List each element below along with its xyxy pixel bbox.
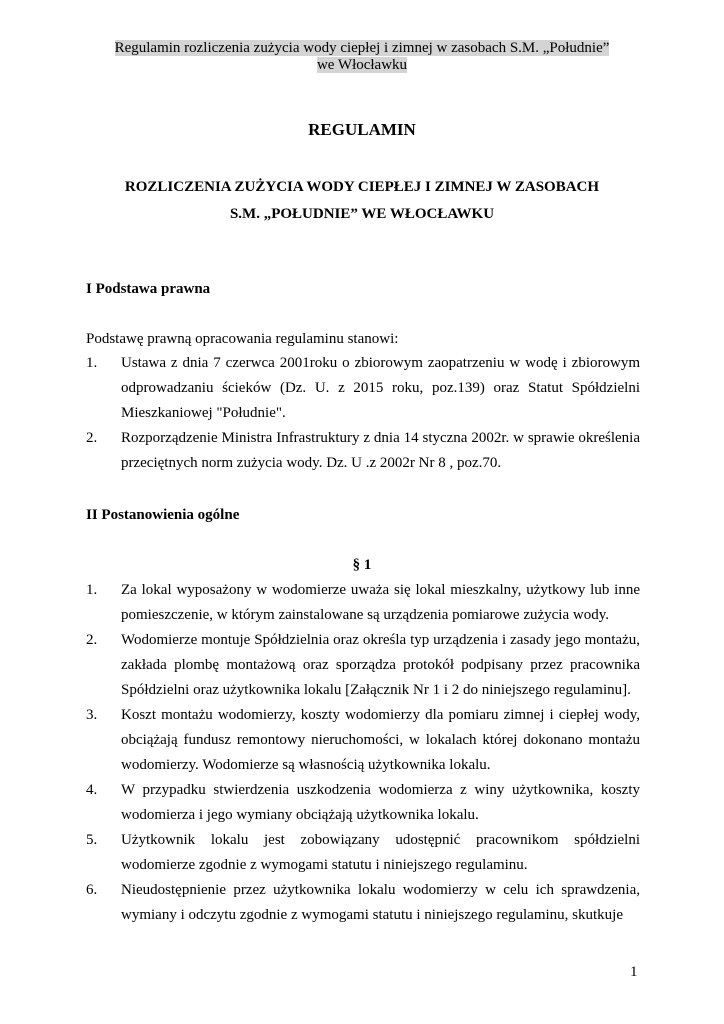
- document-subtitle-line-1: ROZLICZENIA ZUŻYCIA WODY CIEPŁEJ I ZIMNEJ W ZASOBACH: [124, 179, 600, 195]
- document-subtitle-line-2: S.M. „POŁUDNIE” WE WŁOCŁAWKU: [229, 206, 495, 222]
- list-item: [86, 778, 640, 828]
- paragraph-sign: § 1: [352, 557, 372, 573]
- list-item: [86, 878, 640, 928]
- page-number: 1: [630, 964, 638, 980]
- list-item-text: Za lokal wyposażony w wodomierze uważa się lokal mieszkalny, użytkowy lub inne pomieszczenie, w którym zainstalowane są urządzenia pomiarowe zużycia wody.: [121, 582, 640, 623]
- list-item: [86, 628, 640, 703]
- list-item-text: Rozporządzenie Ministra Infrastruktury z dnia 14 styczna 2002r. w sprawie określenia przeciętnych norm zużycia wody. Dz. U .z 2002r Nr 8 , poz.70.: [121, 430, 640, 471]
- list-item-number: 1.: [86, 355, 98, 371]
- list-item-text: Nieudostępnienie przez użytkownika lokalu wodomierzy w celu ich sprawdzenia, wymiany i odczytu zgodnie z wymogami statutu i niniejszego regulaminu, skutkuje: [121, 882, 640, 923]
- list-item-text: W przypadku stwierdzenia uszkodzenia wodomierza z winy użytkownika, koszty wodomierza i jego wymiany obciążają użytkownika lokalu.: [121, 782, 640, 823]
- legal-basis-list: [86, 351, 640, 476]
- list-item-number: 4.: [86, 782, 98, 798]
- section-heading-general-provisions: II Postanowienia ogólne: [86, 507, 240, 523]
- list-item-number: 3.: [86, 707, 98, 723]
- list-item-number: 6.: [86, 882, 98, 898]
- list-item: [86, 426, 640, 476]
- list-item-number: 2.: [86, 632, 98, 648]
- list-item-text: Wodomierze montuje Spółdzielnia oraz określa typ urządzenia i zasady jego montażu, zakłada plombę montażową oraz sporządza protokół podpisany przez pracownika Spółdzielni oraz użytkownika lokalu [Załącznik Nr 1 i 2 do niniejszego regulaminu].: [121, 632, 640, 698]
- list-item: [86, 351, 640, 426]
- general-provisions-list: [86, 578, 640, 928]
- list-item-number: 1.: [86, 582, 98, 598]
- section-heading-legal-basis: I Podstawa prawna: [86, 281, 211, 297]
- list-item: [86, 703, 640, 778]
- list-item-text: Użytkownik lokalu jest zobowiązany udostępnić pracownikom spółdzielni wodomierze zgodnie z wymogami statutu i niniejszego regulaminu.: [121, 832, 640, 873]
- list-item-number: 5.: [86, 832, 98, 848]
- running-header: [0, 40, 724, 74]
- list-item-text: Koszt montażu wodomierzy, koszty wodomierzy dla pomiaru zimnej i ciepłej wody, obciążają fundusz remontowy nieruchomości, w lokalach której dokonano montażu wodomierzy. Wodomierze są własnością użytkownika lokalu.: [121, 707, 640, 773]
- header-line-2: we Włocławku: [316, 57, 408, 73]
- document-title: REGULAMIN: [308, 120, 416, 139]
- list-item: [86, 828, 640, 878]
- header-line-1: Regulamin rozliczenia zużycia wody ciepłej i zimnej w zasobach S.M. „Południe”: [114, 40, 610, 56]
- list-item-text: Ustawa z dnia 7 czerwca 2001roku o zbiorowym zaopatrzeniu w wodę i zbiorowym odprowadzaniu ścieków (Dz. U. z 2015 roku, poz.139) oraz Statut Spółdzielni Mieszkaniowej "Południe".: [121, 355, 640, 421]
- list-item: [86, 578, 640, 628]
- legal-basis-intro: Podstawę prawną opracowania regulaminu stanowi:: [86, 331, 399, 347]
- list-item-number: 2.: [86, 430, 98, 446]
